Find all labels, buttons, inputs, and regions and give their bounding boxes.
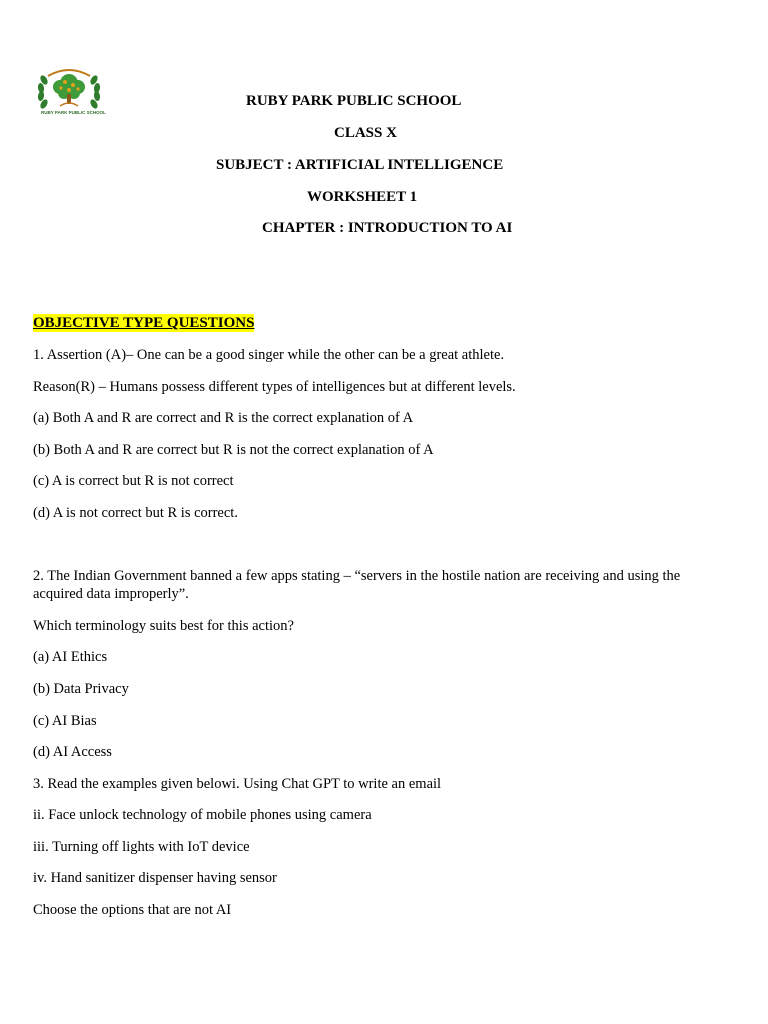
q2-option-d: (d) AI Access [33, 744, 112, 760]
q2-option-c: (c) AI Bias [33, 713, 97, 729]
logo-text: RUBY PARK PUBLIC SCHOOL [41, 110, 106, 115]
school-name: RUBY PARK PUBLIC SCHOOL [246, 93, 462, 109]
q1-reason: Reason(R) – Humans possess different types of intelligences but at different levels. [33, 379, 516, 395]
section-heading: OBJECTIVE TYPE QUESTIONS [33, 315, 255, 331]
q1-option-a: (a) Both A and R are correct and R is the correct explanation of A [33, 410, 414, 426]
q2-question: Which terminology suits best for this action? [33, 618, 294, 634]
q1-option-d: (d) A is not correct but R is correct. [33, 505, 238, 521]
subject-title: SUBJECT : ARTIFICIAL INTELLIGENCE [216, 157, 504, 173]
q3-question: Choose the options that are not AI [33, 902, 232, 918]
q3-item-iv: iv. Hand sanitizer dispenser having sensor [33, 870, 277, 886]
q1-option-c: (c) A is correct but R is not correct [33, 473, 234, 489]
q3-item-ii: ii. Face unlock technology of mobile phones using camera [33, 807, 372, 823]
q3-stem: 3. Read the examples given belowi. Using Chat GPT to write an email [33, 776, 442, 792]
chapter-title: CHAPTER : INTRODUCTION TO AI [262, 220, 513, 236]
q1-option-b: (b) Both A and R are correct but R is not the correct explanation of A [33, 442, 434, 458]
q1-assertion: 1. Assertion (A)– One can be a good singer while the other can be a great athlete. [33, 347, 505, 363]
class-title: CLASS X [334, 125, 397, 141]
q2-option-b: (b) Data Privacy [33, 681, 129, 697]
q3-item-iii: iii. Turning off lights with IoT device [33, 839, 250, 855]
worksheet-title: WORKSHEET 1 [307, 189, 418, 205]
q2-stem: 2. The Indian Government banned a few apps stating – “servers in the hostile nation are receiving and using the acquired data improperly”. [33, 568, 681, 602]
q2-option-a: (a) AI Ethics [33, 649, 108, 665]
